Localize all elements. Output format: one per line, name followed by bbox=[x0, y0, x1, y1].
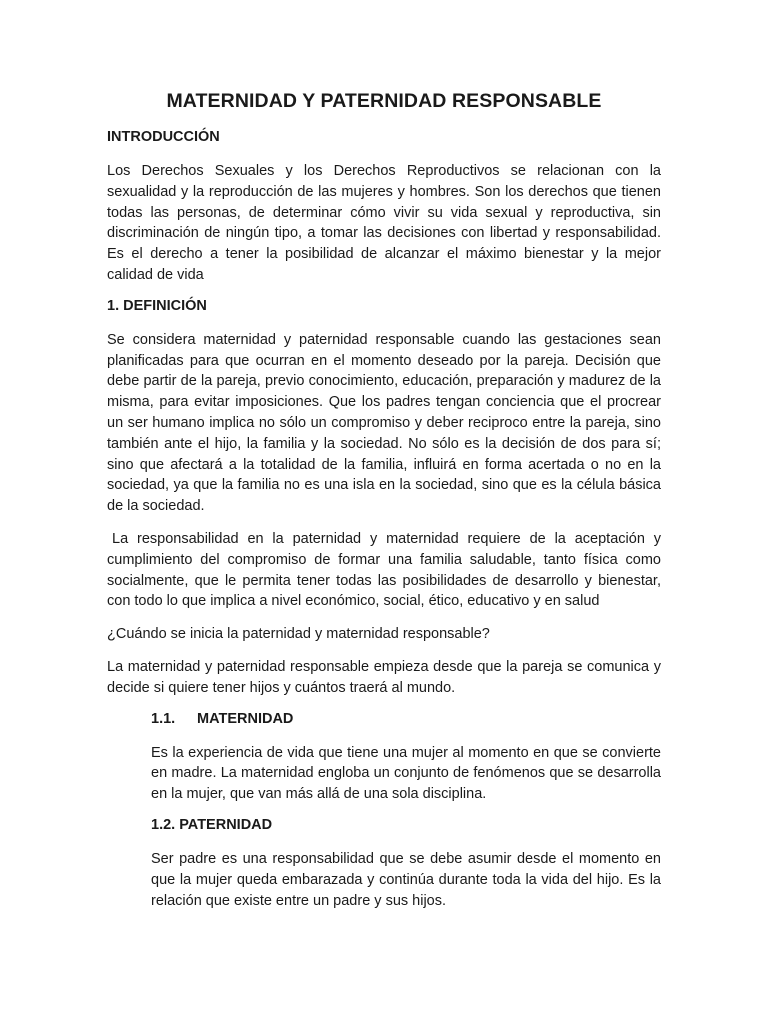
answer-paragraph: La maternidad y paternidad responsable empieza desde que la pareja se comunica y decide si quiere tener hijos y cuántos traerá al mundo. bbox=[107, 658, 661, 696]
intro-paragraph: Los Derechos Sexuales y los Derechos Reproductivos se relacionan con la sexualidad y la reproducción de las mujeres y hombres. Son los derechos que tienen todas las personas, de determinar cómo vivir su vida sexual y reproductiva, sin discriminación de ningún tipo, a tomar las decisiones con libertad y responsabilidad. Es el derecho a tener la posibilidad de alcanzar el máximo bienestar y la mejor calidad de vida bbox=[107, 163, 661, 283]
definition-heading: 1. DEFINICIÓN bbox=[107, 297, 207, 314]
definition-paragraph-1: Se considera maternidad y paternidad responsable cuando las gestaciones sean planificadas para que ocurran en el momento deseado por la pareja. Decisión que debe partir de la pareja, previo conocimiento, educación, preparación y madurez de la misma, para evitar imposiciones. Que los padres tengan conciencia que el procrear un ser humano implica no sólo un compromiso y deber reciproco entre la pareja, sino también ante el hijo, la familia y la sociedad. No sólo es la decisión de dos para sí; sino que afectará a la totalidad de la familia, influirá en forma acertada o no en la sociedad, ya que la familia no es una isla en la sociedad, sino que es la célula básica de la sociedad. bbox=[107, 331, 661, 515]
document-title: MATERNIDAD Y PATERNIDAD RESPONSABLE bbox=[166, 90, 602, 112]
intro-heading: INTRODUCCIÓN bbox=[107, 129, 220, 145]
definition-paragraph-2: La responsabilidad en la paternidad y maternidad requiere de la aceptación y cumplimiento del compromiso de formar una familia saludable, tanto física como socialmente, que le permita tener todas las posibilidades de desarrollo y bienestar, con todo lo que implica a nivel económico, social, ético, educativo y en salud bbox=[107, 530, 661, 610]
maternidad-heading bbox=[151, 711, 661, 727]
maternidad-paragraph: Es la experiencia de vida que tiene una mujer al momento en que se convierte en madre. La maternidad engloba un conjunto de fenómenos que se desarrolla en la mujer, que van más allá de una sola disciplina. bbox=[151, 744, 661, 803]
maternidad-number: 1.1. bbox=[151, 710, 176, 727]
maternidad-heading-text: MATERNIDAD bbox=[197, 710, 294, 727]
paternidad-paragraph: Ser padre es una responsabilidad que se debe asumir desde el momento en que la mujer queda embarazada y continúa durante toda la vida del hijo. Es la relación que existe entre un padre y sus hijos. bbox=[151, 850, 661, 909]
paternidad-heading: 1.2. PATERNIDAD bbox=[151, 816, 273, 833]
question-text: ¿Cuándo se inicia la paternidad y maternidad responsable? bbox=[107, 626, 490, 643]
